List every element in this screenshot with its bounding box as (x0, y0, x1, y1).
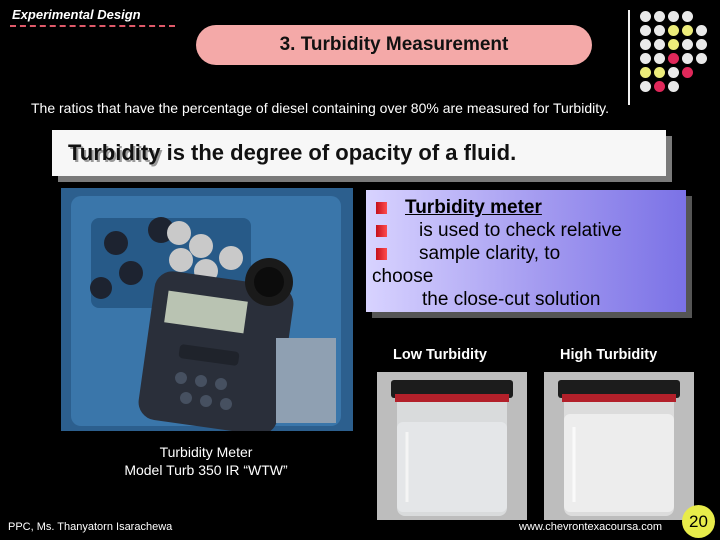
dot (682, 39, 693, 50)
high-sample-graphic (544, 372, 694, 520)
dot (668, 81, 679, 92)
dot (696, 39, 707, 50)
dot (696, 25, 707, 36)
meter-caption-line2: Model Turb 350 IR “WTW” (124, 462, 288, 478)
dot (640, 67, 651, 78)
definition-text: is the degree of opacity of a fluid. (160, 140, 517, 165)
bullet-icon (376, 248, 387, 260)
slide-title: 3. Turbidity Measurement (279, 34, 509, 55)
meter-photo-graphic (61, 188, 353, 431)
description-line: the close-cut solution (422, 289, 601, 310)
high-turbidity-label: High Turbidity (560, 347, 658, 363)
description-line: choose (372, 266, 434, 287)
low-turbidity-label: Low Turbidity (393, 347, 487, 363)
dot (654, 67, 665, 78)
dot (668, 39, 679, 50)
decorative-dots (640, 11, 720, 101)
section-header: Experimental Design (12, 7, 141, 22)
low-sample-graphic (377, 372, 527, 520)
description-line: sample clarity, to (419, 243, 561, 264)
dot (654, 81, 665, 92)
bullet-icon (376, 225, 387, 237)
dot (668, 67, 679, 78)
slide-title-pill (196, 25, 592, 65)
meter-caption (60, 443, 352, 479)
source-url[interactable]: www.chevrontexacoursa.com (519, 521, 663, 533)
turbidity-meter-photo (61, 188, 353, 431)
header-underline (10, 25, 175, 27)
dot (640, 25, 651, 36)
dot (682, 67, 693, 78)
intro-text: The ratios that have the percentage of diesel containing over 80% are measured for Turbidity. (31, 100, 609, 116)
divider-line (628, 10, 630, 105)
dot (682, 53, 693, 64)
dot (668, 25, 679, 36)
high-turbidity-sample-photo (544, 372, 694, 520)
meter-description-box (366, 190, 686, 312)
author-credit: PPC, Ms. Thanyatorn Isarachewa (8, 521, 173, 533)
dot (654, 39, 665, 50)
dot (668, 11, 679, 22)
description-heading: Turbidity meter (405, 197, 542, 218)
meter-caption-line1: Turbidity Meter (159, 444, 253, 460)
dot (654, 11, 665, 22)
bullet-icon (376, 202, 387, 214)
dot (696, 53, 707, 64)
low-turbidity-sample-photo (377, 372, 527, 520)
page-number-badge (682, 505, 715, 538)
page-number: 20 (689, 511, 708, 531)
definition-keyword: Turbidity (68, 140, 161, 165)
dot (654, 25, 665, 36)
dot (640, 39, 651, 50)
dot (640, 53, 651, 64)
description-line: is used to check relative (419, 220, 622, 241)
dot (654, 53, 665, 64)
definition-box (52, 130, 666, 176)
dot (640, 11, 651, 22)
dot (682, 25, 693, 36)
dot (668, 53, 679, 64)
dot (682, 11, 693, 22)
dot (640, 81, 651, 92)
